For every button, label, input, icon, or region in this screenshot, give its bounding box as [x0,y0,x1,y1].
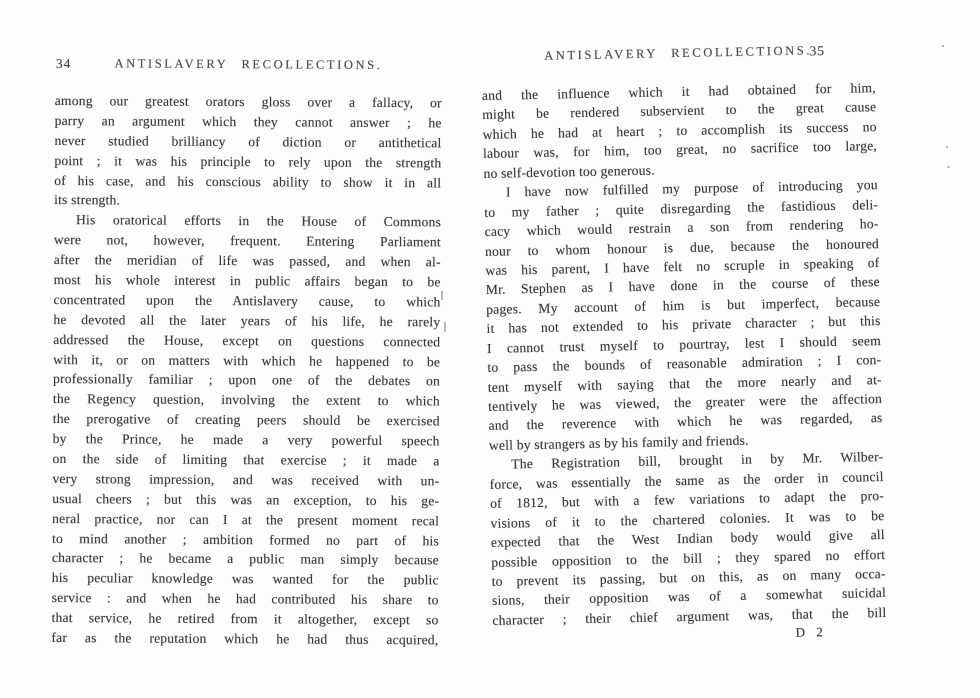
text-line: parry an argument which they cannot answer ; he [54,112,442,131]
text-line: very strong impression, and was received with un- [52,470,440,489]
text-line: and the reverence with which he was regarded, as [488,410,883,434]
text-line: its strength. [54,192,121,208]
text-line: Mr. Stephen as I have done in the course of these [485,274,880,298]
text-line: might be rendered subservient to the great cause [482,99,877,123]
text-line: well by strangers as by his family and friends. [488,432,749,453]
text-line: of his case, and his conscious ability to show it in all [54,172,442,190]
right-page [481,42,887,647]
text-line: to prevent its passing, but on this, as on many occa- [491,565,886,589]
text-line: addressed the House, except on questions connected [53,331,441,350]
running-header-title: ANTISLAVERY RECOLLECTIONS. [114,56,383,73]
text-line: expected that the West Indian body would give all [490,527,885,550]
left-page-text [51,91,441,650]
text-line: to pass the bounds of reasonable admiration ; I con- [487,352,882,376]
scan-artifact [947,166,950,168]
text-line: among our greatest orators gloss over a fallacy, or [54,92,442,111]
text-line: which he had at heart ; to accomplish its success no [482,118,877,142]
text-line: of 1812, but with a few variations to adapt the pro- [489,488,885,512]
text-line: nour to whom honour is due, because the honoured [484,235,880,259]
page-number-right: 35 [809,43,826,59]
text-line: after the meridian of life was passed, and when al- [53,252,441,270]
text-line: by the Prince, he made a very powerful speech [52,431,440,449]
running-header-left [55,56,442,78]
text-line: service : and when he had contributed his share to [51,590,439,608]
text-line: the Regency question, involving the extent to which [52,391,440,409]
page-number-left: 34 [55,56,72,72]
scan-artifact [942,45,944,47]
text-line: The Registration bill, brought in by Mr. Wilber- [511,449,884,472]
text-line: character ; he became a public man simply because [51,550,439,568]
text-line: force, was essentially the same as the order in council [489,468,884,492]
text-line: and the influence which it had obtained for him, [481,80,876,103]
scan-artifact [946,146,948,148]
text-line: point ; it was his principle to rely upon the strength [54,152,442,171]
text-line: labour was, for him, too great, no sacrifice too large, [482,138,878,162]
text-line: on the side of limiting that exercise ; it made a [52,451,440,469]
text-line: with it, or on matters with which he happened to be [53,351,441,369]
text-line: sions, their opposition was of a somewhat suicidal [491,585,887,609]
scan-artifact [441,291,443,300]
text-line: to my father ; quite disregarding the fastidious deli- [484,196,879,220]
scan-artifact [444,322,446,332]
text-line: he devoted all the later years of his life, he rarely [53,311,441,330]
text-line: tentively he was viewed, the greater were the affection [488,391,883,414]
text-line: I have now fulfilled my purpose of introducing you [505,177,878,200]
text-line: no self-devotion too generous. [483,162,655,181]
text-line: never studied brilliancy of diction or antithetical [54,132,442,151]
text-line: His oratorical efforts in the House of Commons [75,212,442,230]
text-line: professionally familiar ; upon one of the debates on [52,371,441,389]
running-header-title: ANTISLAVERY RECOLLECTIONS. [544,43,813,63]
text-line: pages. My account of him is but imperfect, because [486,293,881,317]
printer-signature-mark: D 2 [795,624,827,641]
left-page [51,56,442,650]
text-line: I cannot trust myself to pourtray, lest I should seem [486,332,882,356]
running-header-right [481,42,875,70]
text-line: far as the reputation which he had thus acquired, [51,630,439,648]
right-page-text [482,78,887,630]
text-line: usual cheers ; but this was an exception, to his ge- [52,490,440,509]
text-line: that service, he retired from it altogether, except so [51,610,439,628]
text-line: tent myself with saying that the more nearly and at- [487,371,882,395]
text-line: concentrated upon the Antislavery cause, to which [53,291,441,310]
text-line: cacy which would restrain a son from rendering ho- [484,216,879,240]
text-line: his peculiar knowledge was wanted for the public [51,570,439,588]
text-line: character ; their chief argument was, that the bill [492,604,887,628]
text-line: it has not extended to his private character ; but this [486,313,881,337]
text-line: the prerogative of creating peers should be exercised [52,411,440,429]
text-line: neral practice, nor can I at the present moment recal [52,510,440,529]
text-line: possible opposition to the bill ; they spared no effort [491,546,886,570]
text-line: visions of it to the chartered colonies. It was to be [490,507,885,531]
text-line: was his parent, I have felt no scruple in speaking of [485,254,880,278]
text-line: most his whole interest in public affairs began to be [53,272,441,290]
text-line: to mind another ; ambition formed no part of his [52,530,440,548]
text-line: were not, however, frequent. Entering Parliament [53,232,441,250]
